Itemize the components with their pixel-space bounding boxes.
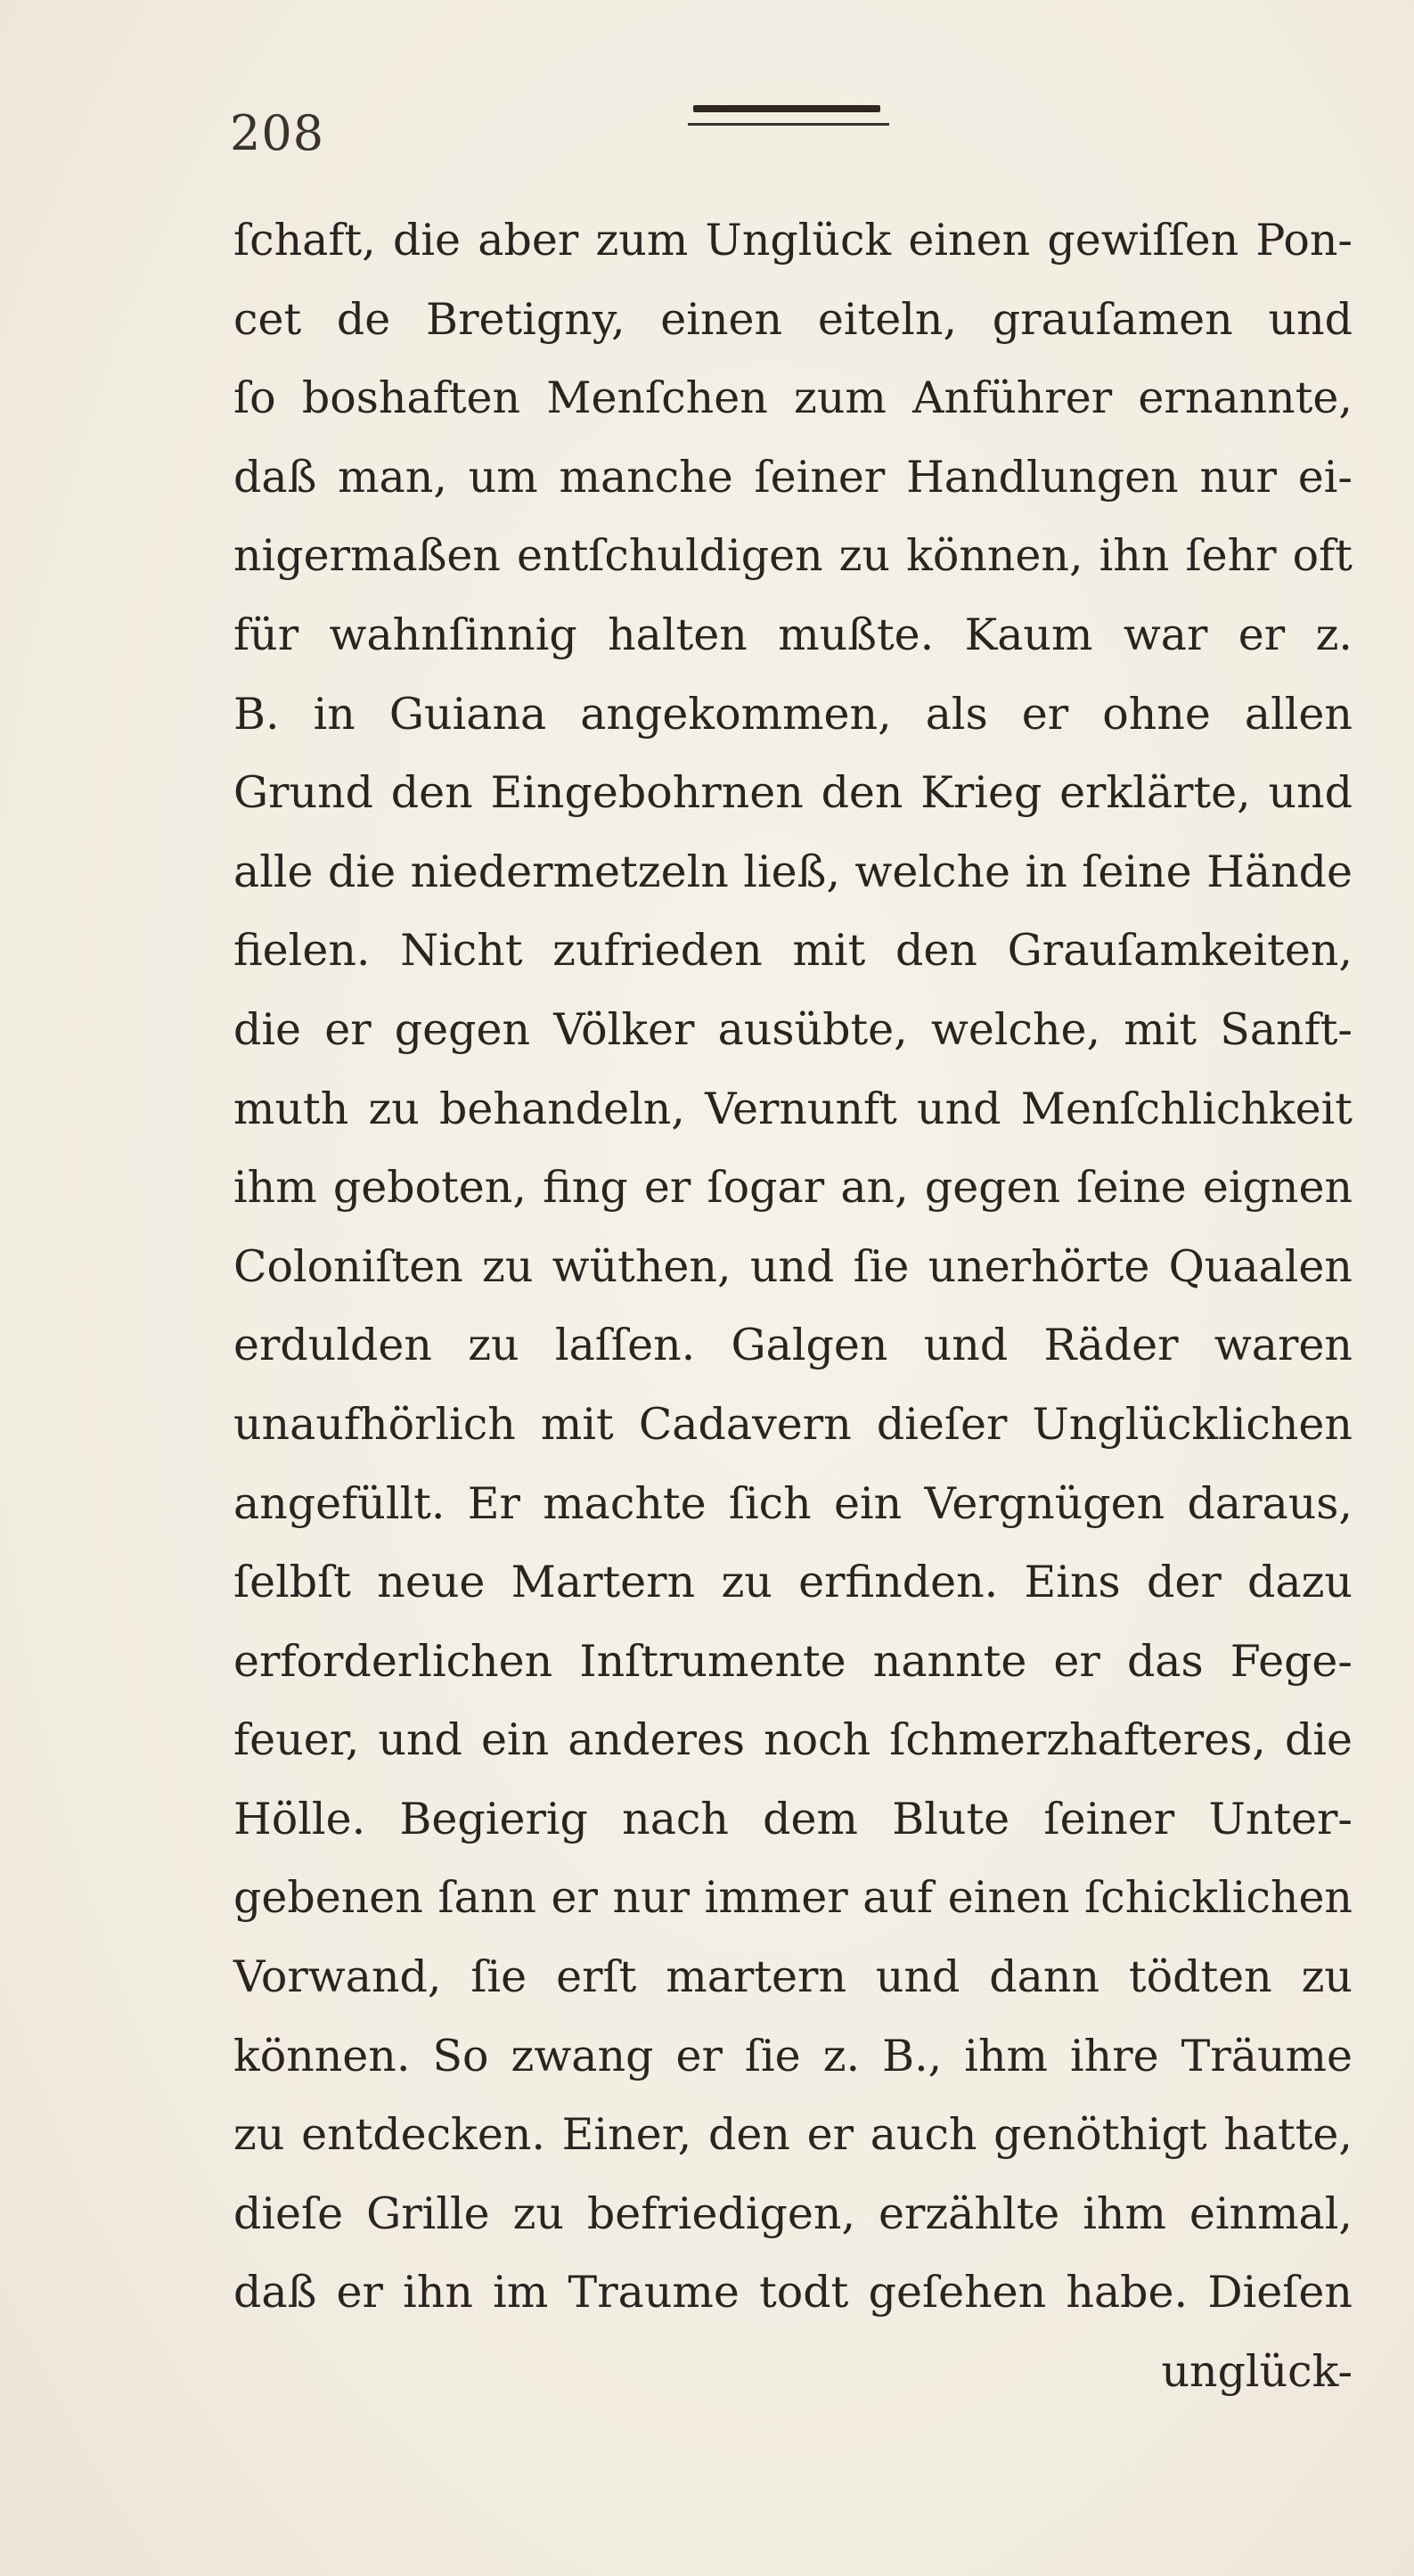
text-line: feuer, und ein anderes noch ſchmerzhafteres, die (233, 1714, 1353, 1766)
text-line: können. So zwang er ſie z. B., ihm ihre Träume (233, 2030, 1353, 2081)
text-line: angefüllt. Er machte ſich ein Vergnügen daraus, (233, 1477, 1353, 1529)
text-line: für wahnſinnig halten mußte. Kaum war er z. (233, 609, 1353, 660)
text-line: cet de Bretigny, einen eiteln, grauſamen und (233, 293, 1353, 345)
text-line: ſo boshaften Menſchen zum Anführer ernannte, (233, 372, 1353, 424)
page-number: 208 (230, 105, 325, 161)
header-rule-thin (688, 123, 889, 126)
text-line: muth zu behandeln, Vernunft und Menſchlichkeit (233, 1083, 1353, 1134)
text-line: Coloniſten zu wüthen, und ſie unerhörte Quaalen (233, 1240, 1353, 1292)
text-line: unaufhörlich mit Cadavern dieſer Unglücklichen (233, 1398, 1353, 1450)
text-line: ihm geboten, fing er ſogar an, gegen ſeine eignen (233, 1162, 1353, 1214)
text-line: Vorwand, ſie erſt martern und dann tödten zu (233, 1951, 1353, 2003)
text-line: erdulden zu laſſen. Galgen und Räder waren (233, 1320, 1353, 1371)
text-line: Hölle. Begierig nach dem Blute ſeiner Unter- (233, 1793, 1353, 1844)
text-line: alle die niedermetzeln ließ, welche in ſeine Hände (233, 846, 1353, 897)
text-line: ſchaft, die aber zum Unglück einen gewiſſen Pon- (233, 215, 1353, 266)
text-line: erforderlichen Inſtrumente nannte er das Fege- (233, 1635, 1353, 1687)
header-rule (688, 105, 889, 132)
text-line: zu entdecken. Einer, den er auch genöthigt hatte, (233, 2109, 1353, 2161)
body-text (233, 201, 1353, 2412)
text-line: die er gegen Völker ausübte, welche, mit Sanft- (233, 1003, 1353, 1055)
catchword: unglück- (1161, 2346, 1353, 2398)
text-line: nigermaßen entſchuldigen zu können, ihn ſehr oft (233, 530, 1353, 582)
text-line: Grund den Eingebohrnen den Krieg erklärte, und (233, 767, 1353, 819)
text-line: B. in Guiana angekommen, als er ohne allen (233, 688, 1353, 740)
text-line: dieſe Grille zu befriedigen, erzählte ihm einmal, (233, 2188, 1353, 2239)
text-line: fielen. Nicht zufrieden mit den Grauſamkeiten, (233, 925, 1353, 977)
header-rule-thick (693, 105, 880, 112)
text-line: daß man, um manche ſeiner Handlungen nur ei- (233, 451, 1353, 503)
text-line: gebenen ſann er nur immer auf einen ſchicklichen (233, 1872, 1353, 1924)
text-line: daß er ihn im Traume todt geſehen habe. Dieſen (233, 2267, 1353, 2318)
text-line: ſelbſt neue Martern zu erfinden. Eins der dazu (233, 1557, 1353, 1608)
